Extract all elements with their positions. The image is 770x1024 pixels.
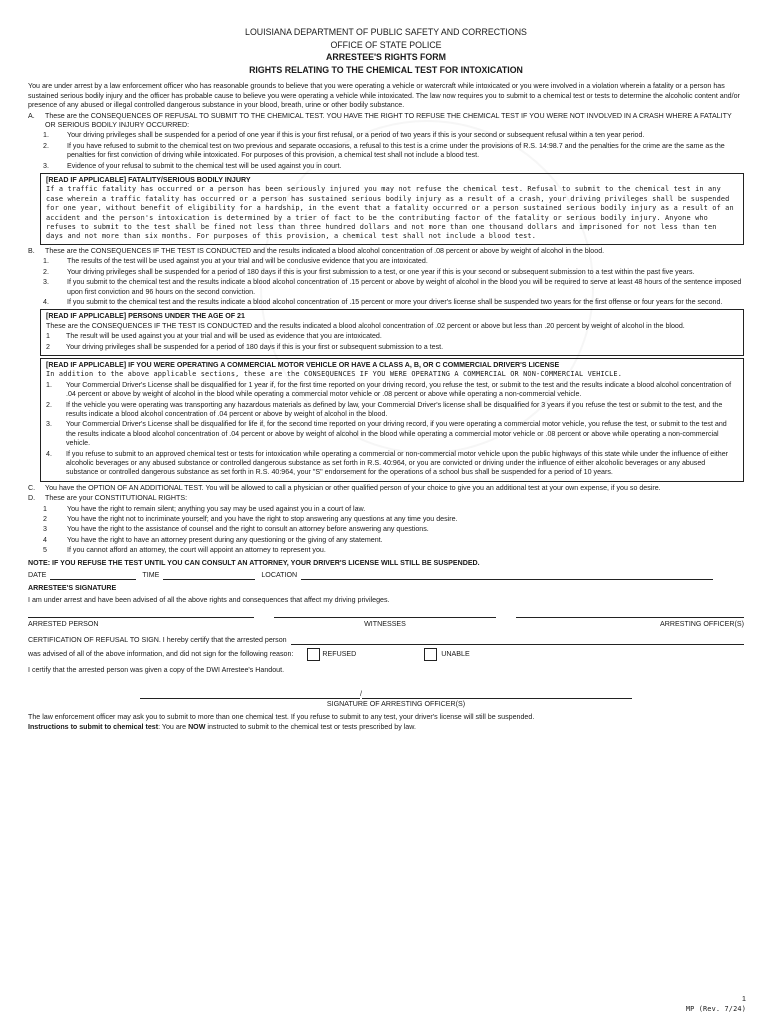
section-b	[28, 247, 744, 256]
location-label: LOCATION	[261, 571, 298, 580]
officer-signature-field-2[interactable]	[362, 690, 632, 699]
section-a-text: These are the CONSEQUENCES OF REFUSAL TO SUBMIT TO THE CHEMICAL TEST. YOU HAVE THE RIGHT TO REFUSE THE CHEMICAL TEST IF YOU WERE NOT INVOLVED IN A CRASH WHERE A FATALITY OR SERIOUS BODILY INJURY OCCURRED:	[45, 111, 732, 129]
section-letter: D.	[28, 494, 36, 503]
list-item: 1. Your Commercial Driver's License shall be disqualified for 1 year if, for the first time reported on your driving record, you refuse the test, or submit to the test and the results indicate a blood alcohol concentration of .04 percent or above by weight of alcohol in the blood while operating a commercial motor vehicle or .08 percent or above while operating a non-commercial vehicle.	[46, 380, 732, 399]
under-21-box-text: These are the CONSEQUENCES IF THE TEST IS CONDUCTED and the results indicated a blood alcohol concentration of .02 percent or above but less than .20 percent by weight of alcohol in the blood.	[46, 321, 685, 330]
section-d	[28, 494, 744, 503]
intro-paragraph: You are under arrest by a law enforcement officer who has reasonable grounds to believe that you were operating a vehicle or watercraft while intoxicated or you were involved in a violation wherein a fatality or a person has sustained serious bodily injury and the officer has probable cause to believe you were operating a vehicle while intoxicated. The law now requires you to submit to a chemical test or tests to determine the alcoholic content and/or presence of any abused or illegal controlled dangerous substance in your blood, breath, urine or other bodily substance.	[28, 82, 740, 110]
fatality-box-text: If a traffic fatality has occurred or a person has been seriously injured you may not refuse the chemical test. Refusal to submit to the chemical test in any case wherein a traffic fatality has occurred or a person has sustained serious bodily injury as a result of a crash, your driving privileges shall be suspended for one year, without benefit of eligibility for a hardship, in the event that a fatality occurred or a person sustained serious bodily injury as a result of an accident and the person's intoxication is determined by a trier of fact to be the contributing factor of the fatality or serious bodily injury. Anyone who refuses to submit to the test shall be fined not less than three hundred dollars and not more than one thousand dollars and imprisoned for not less than ten days and not more than six months. For purposes of this provision, a chemical test shall not include a blood test.	[46, 185, 734, 241]
commercial-box	[40, 358, 744, 482]
refused-label: REFUSED	[322, 649, 357, 658]
list-item: 1. Your driving privileges shall be suspended for a period of one year if this is your first refusal, or a period of two years if this is your second or subsequent refusal within a ten year period.	[43, 131, 645, 140]
list-item: 4 You have the right to have an attorney present during any questioning or the giving of any statement.	[43, 535, 383, 544]
department-name: LOUISIANA DEPARTMENT OF PUBLIC SAFETY AND CORRECTIONS	[245, 27, 527, 37]
closing-text: The law enforcement officer may ask you to submit to more than one chemical test. If you refuse to submit to any test, your driver's license will still be suspended.	[28, 713, 535, 722]
officer-signature-label: SIGNATURE OF ARRESTING OFFICER(S)	[326, 699, 466, 708]
commercial-list	[46, 381, 738, 478]
page-number: 1	[741, 994, 746, 1003]
section-b-list	[28, 257, 744, 307]
section-b-text: These are the CONSEQUENCES IF THE TEST IS CONDUCTED and the results indicated a blood alcohol concentration of .08 percent or above by weight of alcohol in the blood.	[45, 246, 605, 255]
list-item: 2. Your driving privileges shall be suspended for a period of 180 days if this is your first submission to a test, or one year if this is your second or subsequent submission to a test within the past five years.	[43, 267, 695, 276]
under-21-box-title: [READ IF APPLICABLE] PERSONS UNDER THE AGE OF 21	[46, 312, 245, 321]
officer-signature-line	[28, 690, 744, 699]
list-item: 3. Evidence of your refusal to submit to the chemical test will be used against you in court.	[43, 161, 342, 170]
signature-statement: I am under arrest and have been advised of all the above rights and consequences that affect my driving privileges.	[28, 595, 390, 604]
list-item: 2. If you have refused to submit to the chemical test on two previous and separate occasions, a refusal to this test is a crime under the provisions of R.S. 14:98.7 and the penalties for the crime are the same as the penalties for first conviction of driving while intoxicated. For purposes of this provision, a chemical test shall not include a blood test.	[43, 141, 725, 160]
signature-heading: ARRESTEE'S SIGNATURE	[28, 584, 117, 593]
date-field[interactable]	[50, 571, 136, 580]
certification-text: CERTIFICATION OF REFUSAL TO SIGN. I hereby certify that the arrested person	[28, 635, 287, 644]
slash-separator: /	[360, 689, 362, 698]
refused-checkbox[interactable]	[307, 648, 320, 661]
certification-line-1	[28, 636, 744, 645]
form-revision: MP (Rev. 7/24)	[685, 1005, 746, 1013]
now-emphasis: NOW	[188, 722, 206, 731]
list-item: 4. If you refuse to submit to an approved chemical test or tests for intoxication while operating a commercial or non-commercial motor vehicle upon the public highways of this state while under the influence of either alcoholic beverages or any abused substance or controlled dangerous substance as set forth in R.S. 40:964, or you are convicted or driving under the influence of either alcoholic beverages or any abused substance or controlled dangerous substance as set forth in R.S. 40:964, your "S" endorsement for the operations of a school bus shall be suspended for a period of 10 years.	[46, 449, 729, 477]
section-c	[28, 484, 744, 493]
section-letter: B.	[28, 246, 35, 255]
unable-label: UNABLE	[441, 649, 470, 658]
officer-signature-field-1[interactable]	[140, 690, 360, 699]
list-item: 1. The results of the test will be used against you at your trial and will be conclusive evidence that you are intoxicated.	[43, 257, 428, 266]
list-item: 2. If the vehicle you were operating was transporting any hazardous materials as defined by law, your Commercial Driver's license shall be disqualified for 3 years if you refuse the test or submit to the test, and the results indicate a blood alcohol concentration of .04 percent or above by weight of alcohol in the blood.	[46, 400, 723, 418]
list-item: 3. If you submit to the chemical test and the results indicate a blood alcohol concentration of .15 percent or above by weight of alcohol in the blood you will be required to serve at least 48 hours of the sentence imposed upon first conviction and 96 hours on the second conviction.	[43, 278, 742, 296]
section-a	[28, 112, 744, 131]
list-item: 2 You have the right not to incriminate yourself; and you have the right to stop answering any questions at any time you desire.	[43, 515, 458, 524]
arrested-person-name-field[interactable]	[291, 636, 744, 645]
section-letter: A.	[28, 111, 35, 120]
handout-certification: I certify that the arrested person was given a copy of the DWI Arrestee's Handout.	[28, 666, 285, 675]
date-time-location-row	[28, 571, 744, 580]
fatality-box-title: [READ IF APPLICABLE] FATALITY/SERIOUS BODILY INJURY	[46, 176, 251, 185]
list-item: 4. If you submit to the chemical test and the results indicate a blood alcohol concentration of .15 percent or more your driver's license shall be suspended two years for the first offense or four years for the second.	[43, 297, 723, 306]
arrested-person-signature[interactable]	[28, 617, 254, 629]
list-item: 2 Your driving privileges shall be suspended for a period of 180 days if this is your first or subsequent submission to a test.	[46, 342, 444, 351]
attorney-note: NOTE: IF YOU REFUSE THE TEST UNTIL YOU CAN CONSULT AN ATTORNEY, YOUR DRIVER'S LICENSE WILL STILL BE SUSPENDED.	[28, 558, 480, 567]
signature-lines	[28, 617, 744, 629]
certification-reason-text: was advised of all of the above information, and did not sign for the following reason:	[28, 649, 294, 658]
witnesses-signature[interactable]	[274, 617, 496, 629]
list-item: 3. Your Commercial Driver's License shall be disqualified for life if, for the second time reported on your driving record, if you were operating a commercial motor vehicle, you refuse the test, or submit to the test and the results indicate a blood alcohol concentration of .04 percent or above by weight of alcohol in the blood while operating a commercial motor vehicle or .08 percent or above while operating a non-commercial vehicle.	[46, 420, 727, 448]
time-field[interactable]	[163, 571, 255, 580]
office-name: OFFICE OF STATE POLICE	[330, 39, 442, 50]
certification-line-2	[28, 648, 744, 661]
instructions-line: Instructions to submit to chemical test: You are NOW instructed to submit to the chemical test or tests prescribed by law.	[28, 722, 416, 731]
section-a-list	[28, 131, 744, 171]
unable-checkbox[interactable]	[424, 648, 437, 661]
page-footer	[686, 994, 746, 1014]
form-subtitle: RIGHTS RELATING TO THE CHEMICAL TEST FOR INTOXICATION	[249, 64, 523, 75]
commercial-box-title: [READ IF APPLICABLE] IF YOU WERE OPERATING A COMMERCIAL MOTOR VEHICLE OR HAVE A CLASS A, B, OR C COMMERCIAL DRIVER'S LICENSE	[46, 360, 560, 369]
commercial-box-text: In addition to the above applicable sections, these are the CONSEQUENCES IF YOU WERE OPERATING A COMMERCIAL OR NON-COMMERCIAL VEHICLE.	[46, 370, 622, 379]
form-title: ARRESTEE'S RIGHTS FORM	[326, 52, 446, 63]
arresting-officer-signature[interactable]	[516, 617, 744, 629]
under-21-box	[40, 309, 744, 356]
witnesses-label: WITNESSES	[364, 620, 406, 629]
arrested-person-label: ARRESTED PERSON	[28, 620, 99, 629]
arrestee-rights-form	[28, 26, 744, 732]
section-letter: C.	[28, 483, 36, 492]
date-label: DATE	[28, 571, 47, 580]
under-21-list	[46, 332, 738, 352]
section-d-list	[28, 505, 744, 556]
list-item: 1 You have the right to remain silent; anything you say may be used against you in a court of law.	[43, 504, 366, 513]
list-item: 3 You have the right to the assistance of counsel and the right to consult an attorney before answering any questions.	[43, 525, 429, 534]
list-item: 5 If you cannot afford an attorney, the court will appoint an attorney to represent you.	[43, 546, 326, 555]
section-c-text: You have the OPTION OF AN ADDITIONAL TEST. You will be allowed to call a physician or other qualified person of your choice to give you an additional test at your own expense, if you so desire.	[45, 483, 661, 492]
section-d-text: These are your CONSTITUTIONAL RIGHTS:	[45, 494, 188, 503]
fatality-box	[40, 173, 744, 245]
location-field[interactable]	[301, 571, 713, 580]
list-item: 1 The result will be used against you at your trial and will be used as evidence that you are intoxicated.	[46, 332, 382, 341]
form-header	[28, 26, 744, 76]
time-label: TIME	[142, 571, 160, 580]
arresting-officer-label: ARRESTING OFFICER(S)	[660, 620, 744, 629]
instructions-label: Instructions to submit to chemical test	[28, 722, 159, 731]
